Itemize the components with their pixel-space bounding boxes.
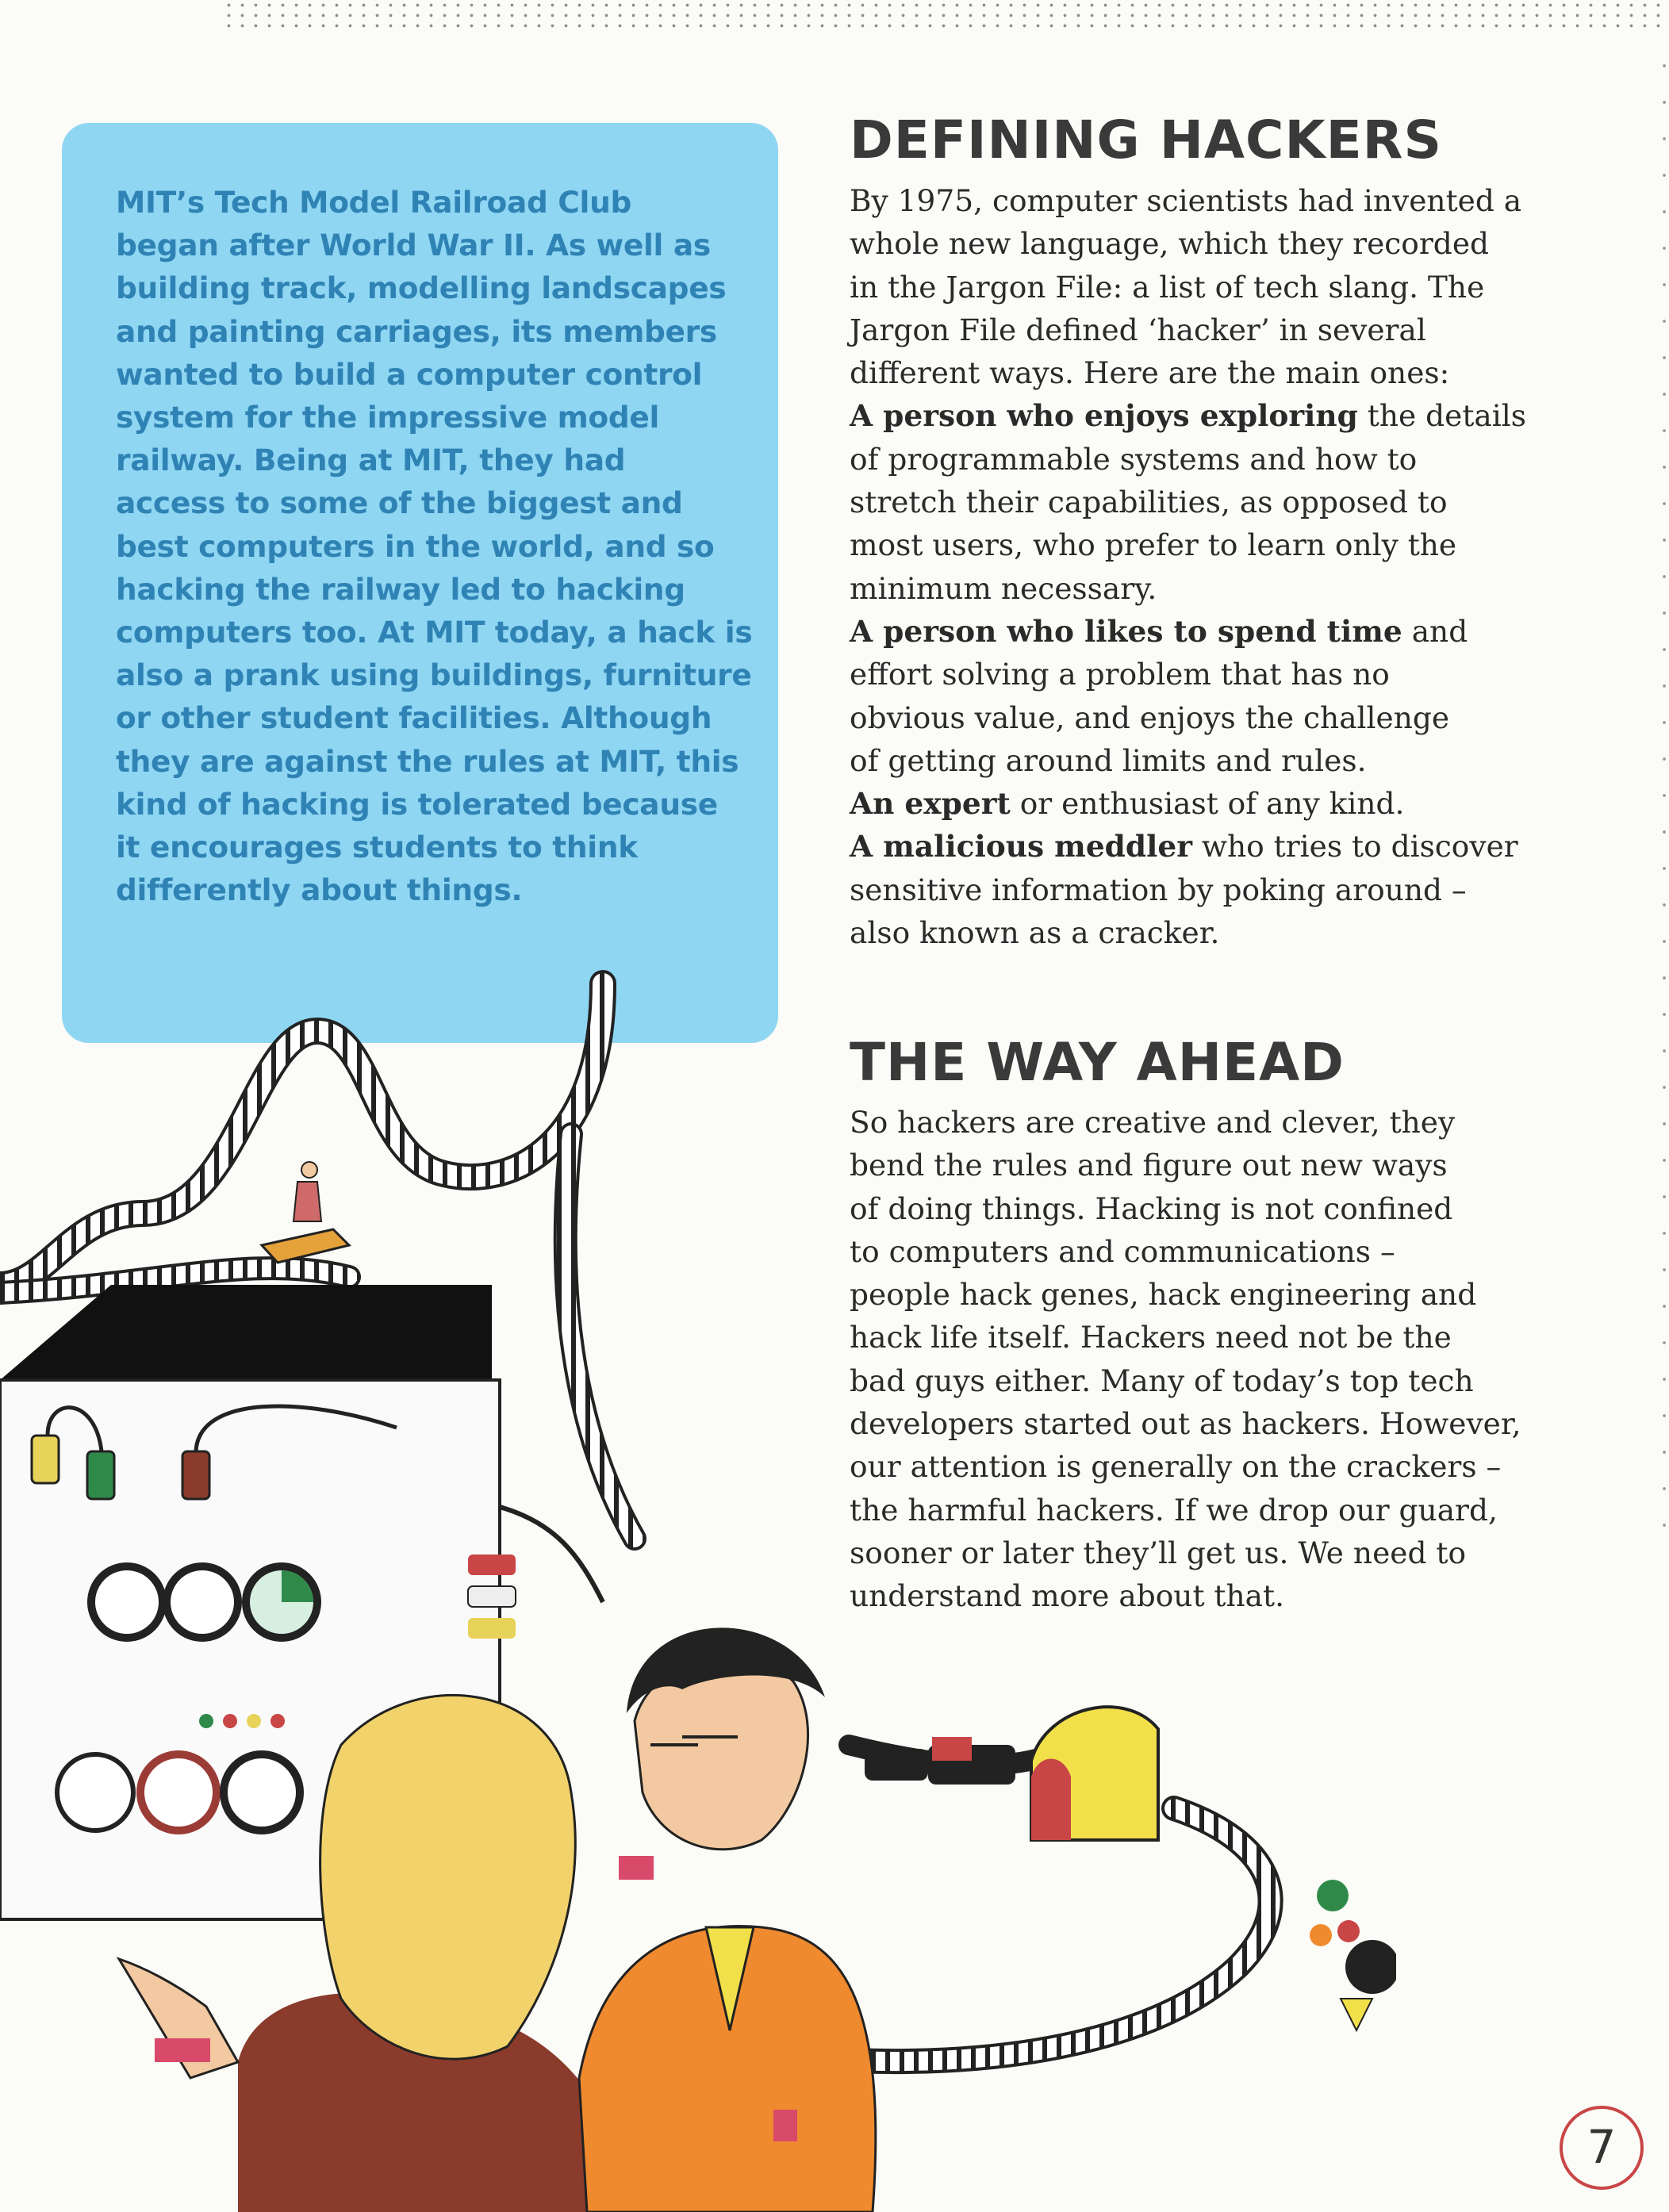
body-line: of getting around limits and rules. [850,742,1367,778]
info-line: they are against the rules at MIT, this [116,743,739,779]
definition-term: A person who enjoys exploring [850,398,1358,434]
body-line: to computers and communications – [850,1233,1395,1269]
trees [1310,1880,1396,2030]
info-line: hacking the railway led to hacking [116,571,685,607]
body-line: most users, who prefer to learn only the [850,527,1457,563]
body-line: minimum necessary. [850,570,1157,606]
info-line: wanted to build a computer control [116,356,703,392]
body-line: So hackers are creative and clever, they [850,1105,1456,1140]
body-line: sensitive information by poking around – [850,872,1467,907]
info-line: also a prank using buildings, furniture [116,657,752,693]
body-line: our attention is generally on the crackers – [850,1449,1502,1485]
body-line: different ways. Here are the main ones: [850,355,1450,391]
info-line: MIT’s Tech Model Railroad Club [116,185,632,220]
definition-term: A person who likes to spend time [850,613,1402,649]
body-line: bad guys either. Many of today’s top tech [850,1363,1474,1398]
section-heading-the-way-ahead: THE WAY AHEAD [850,1032,1345,1093]
person-glasses [579,1627,876,2212]
body-line: the harmful hackers. If we drop our guard, [850,1492,1498,1528]
railroad-hackers-illustration [0,952,1396,2212]
page-number: 7 [1560,2106,1644,2190]
info-line: access to some of the biggest and [116,485,683,521]
body-line: developers started out as hackers. However, [850,1406,1521,1442]
definition-term: An expert [850,786,1011,822]
definition-term: A malicious meddler [850,829,1192,864]
info-line: or other student facilities. Although [116,700,712,736]
body-line: whole new language, which they recorded [850,226,1490,262]
body-line: in the Jargon File: a list of tech slang. The [850,269,1485,305]
tunnel [1031,1707,1158,1840]
info-line: differently about things. [116,872,523,908]
body-line: sooner or later they’ll get us. We need to [850,1535,1467,1570]
definition-4 [850,825,1651,868]
definition-text: and [1402,613,1468,649]
info-box-text [116,181,753,911]
body-line: effort solving a problem that has no [850,657,1390,692]
definition-text: the details [1357,398,1526,434]
body-line: By 1975, computer scientists had invented a [850,183,1522,218]
section-body-defining-hackers [850,179,1651,954]
info-line: building track, modelling landscapes [116,270,727,306]
body-line: hack life itself. Hackers need not be the [850,1320,1452,1355]
body-line: of programmable systems and how to [850,441,1418,477]
body-line: bend the rules and figure out new ways [850,1148,1448,1183]
body-line: obvious value, and enjoys the challenge [850,700,1450,735]
definition-text: or enthusiast of any kind. [1010,786,1405,822]
info-line: began after World War II. As well as [116,228,711,263]
body-line: people hack genes, hack engineering and [850,1277,1477,1313]
dotted-border-top [222,0,1669,32]
body-line: also known as a cracker. [850,915,1220,951]
body-line: understand more about that. [850,1578,1284,1614]
body-line: Jargon File defined ‘hacker’ in several [850,312,1426,347]
info-line: best computers in the world, and so [116,528,715,564]
hand-car-figure [262,1162,349,1263]
body-line: of doing things. Hacking is not confined [850,1190,1453,1226]
section-heading-defining-hackers: DEFINING HACKERS [850,109,1443,171]
info-line: and painting carriages, its members [116,313,717,349]
info-line: computers too. At MIT today, a hack is [116,615,753,650]
definition-2 [850,610,1651,653]
definition-3 [850,782,1651,825]
info-line: kind of hacking is tolerated because [116,786,718,822]
info-line: it encourages students to think [116,830,638,865]
body-line: stretch their capabilities, as opposed to [850,485,1448,520]
info-line: railway. Being at MIT, they had [116,443,626,478]
info-line: system for the impressive model [116,400,660,435]
definition-text: who tries to discover [1191,829,1518,864]
dotted-border-right [1659,48,1669,1555]
definition-1 [850,394,1651,437]
